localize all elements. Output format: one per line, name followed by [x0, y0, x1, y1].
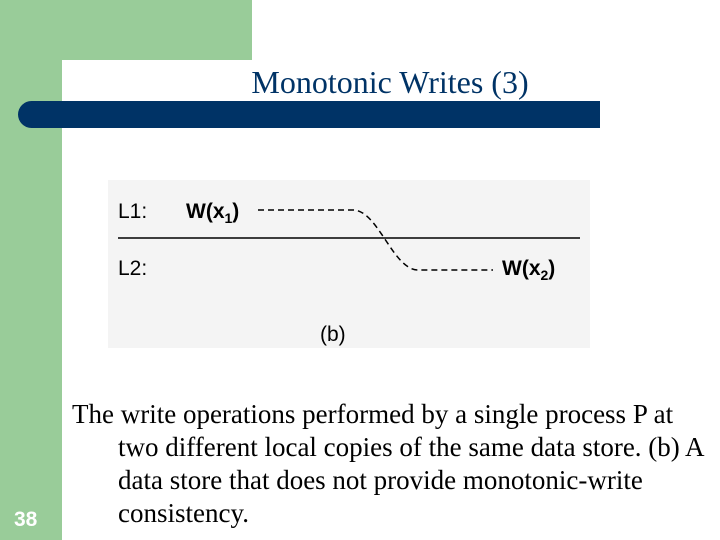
write-dependency-dashed-line: [258, 210, 493, 270]
write-op-1: [186, 200, 239, 226]
write-op-2-main: W(x: [502, 257, 541, 280]
write-op-2-close: ): [548, 257, 556, 280]
figure-monotonic-writes: [108, 180, 590, 348]
l1-label: L1:: [118, 200, 148, 223]
write-op-1-subscript: 1: [224, 210, 233, 226]
slide-title: Monotonic Writes (3): [251, 64, 529, 100]
slide-number: 38: [14, 508, 38, 531]
sidebar-top-band: [0, 0, 252, 60]
l2-label: L2:: [118, 257, 148, 280]
slide-caption: The write operations performed by a single process P at two different local copies of the same data store. (b) A data store that does not provide monotonic-write consistency.: [72, 399, 704, 528]
sidebar-corner-curve: [62, 60, 102, 100]
write-op-2: [502, 257, 555, 283]
figure-part-label: (b): [320, 323, 346, 346]
write-op-1-main: W(x: [186, 200, 225, 223]
write-op-1-close: ): [232, 200, 240, 223]
write-op-2-subscript: 2: [540, 267, 549, 283]
title-underline-bar: [18, 101, 600, 128]
figure-diagram: [108, 180, 590, 348]
sidebar-left-band: [0, 60, 62, 540]
